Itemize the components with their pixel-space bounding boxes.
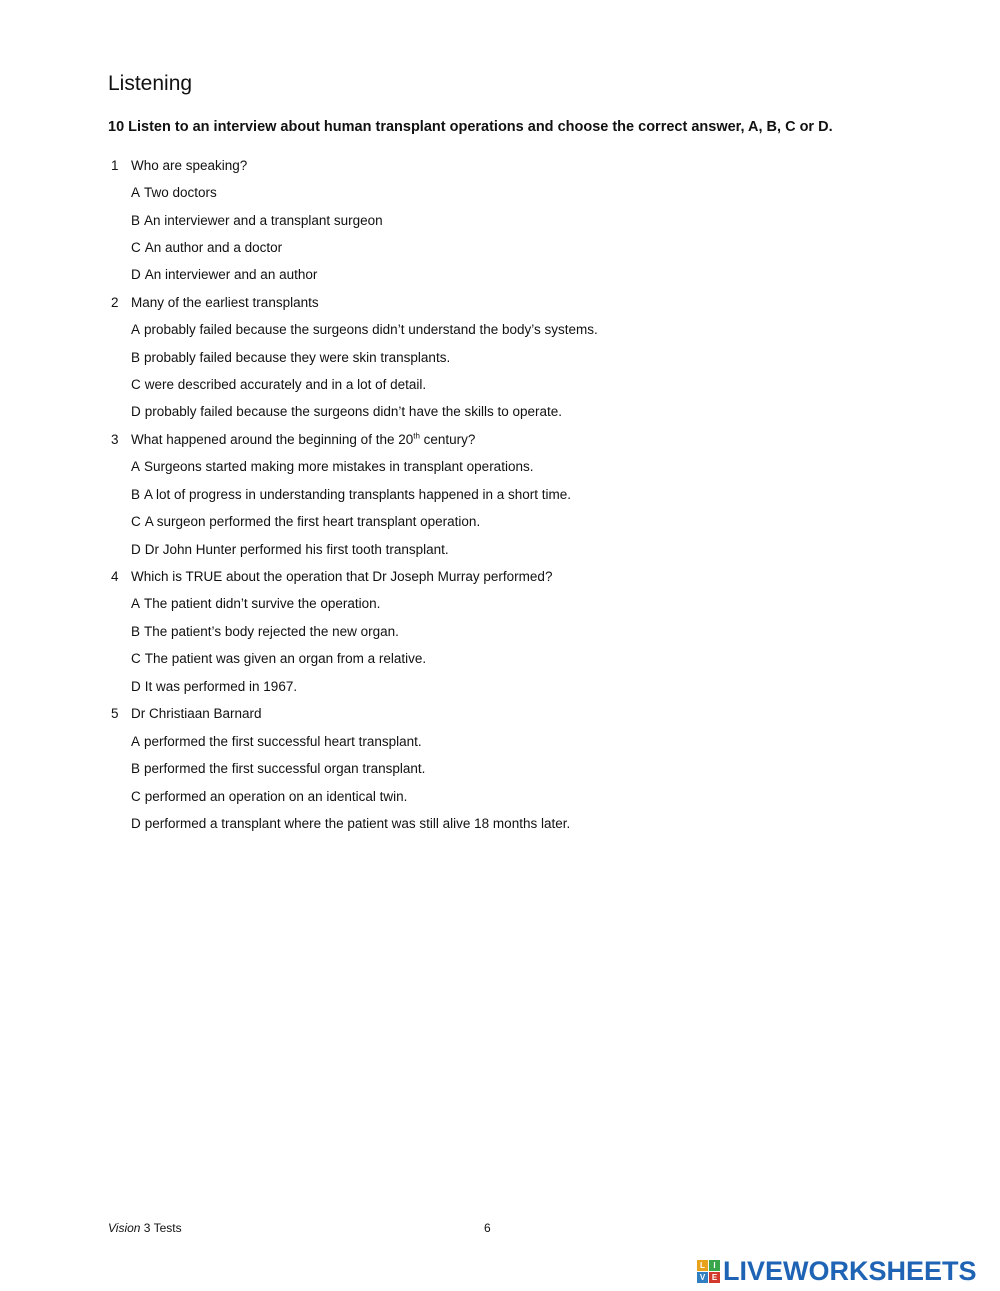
option-letter: C (131, 377, 141, 392)
option-letter: B (131, 213, 141, 228)
option-3d[interactable] (131, 542, 449, 558)
footer-book-title (108, 1221, 182, 1235)
option-letter: D (131, 816, 141, 831)
option-3b[interactable] (131, 487, 571, 503)
option-letter: D (131, 542, 141, 557)
option-letter: B (131, 350, 141, 365)
option-letter: D (131, 404, 141, 419)
option-letter: C (131, 789, 141, 804)
option-text: performed an operation on an identical twin. (144, 789, 408, 804)
option-text: performed the first successful heart transplant. (144, 734, 422, 749)
option-1c[interactable] (131, 240, 282, 256)
question-text-part: What happened around the beginning of the 20 (131, 432, 414, 447)
option-1b[interactable] (131, 213, 383, 229)
logo-block: L (697, 1260, 708, 1271)
option-text: probably failed because the surgeons didn’t understand the body’s systems. (144, 322, 598, 337)
question-number: 3 (111, 432, 119, 447)
option-4a[interactable] (131, 596, 380, 612)
option-letter: C (131, 240, 141, 255)
option-5c[interactable] (131, 789, 407, 805)
option-4c[interactable] (131, 651, 426, 667)
option-4b[interactable] (131, 624, 399, 640)
option-text: It was performed in 1967. (144, 679, 298, 694)
option-text: performed the first successful organ transplant. (144, 761, 426, 776)
option-text: An interviewer and a transplant surgeon (144, 213, 383, 228)
option-text: A lot of progress in understanding transplants happened in a short time. (144, 487, 572, 502)
option-letter: D (131, 267, 141, 282)
exercise-instruction: 10 Listen to an interview about human transplant operations and choose the correct answer, A, B, C or D. (108, 119, 833, 135)
option-text: The patient was given an organ from a relative. (144, 651, 427, 666)
option-text: An interviewer and an author (144, 267, 318, 282)
question-text-part: century? (419, 432, 476, 447)
option-text: probably failed because they were skin transplants. (144, 350, 451, 365)
question-text: Which is TRUE about the operation that Dr Joseph Murray performed? (131, 569, 553, 584)
option-2d[interactable] (131, 404, 562, 420)
option-5a[interactable] (131, 734, 422, 750)
option-text: A surgeon performed the first heart transplant operation. (144, 514, 481, 529)
logo-blocks-icon (697, 1260, 720, 1283)
question-number: 5 (111, 706, 119, 721)
option-letter: A (131, 459, 141, 474)
option-letter: D (131, 679, 141, 694)
option-1d[interactable] (131, 267, 317, 283)
option-1a[interactable] (131, 185, 217, 201)
option-letter: C (131, 514, 141, 529)
option-text: The patient didn’t survive the operation. (144, 596, 381, 611)
option-4d[interactable] (131, 679, 297, 695)
option-text: were described accurately and in a lot of detail. (144, 377, 427, 392)
option-text: probably failed because the surgeons didn’t have the skills to operate. (144, 404, 563, 419)
question-text (131, 432, 475, 448)
logo-block: I (709, 1260, 720, 1271)
question-number: 2 (111, 295, 119, 310)
option-text: An author and a doctor (144, 240, 283, 255)
option-text: Dr John Hunter performed his first tooth transplant. (144, 542, 449, 557)
option-text: Two doctors (144, 185, 217, 200)
liveworksheets-logo[interactable] (697, 1256, 977, 1287)
footer-book-italic: Vision (108, 1221, 141, 1235)
option-3a[interactable] (131, 459, 533, 475)
option-letter: B (131, 624, 141, 639)
option-text: performed a transplant where the patient was still alive 18 months later. (144, 816, 571, 831)
question-text: Dr Christiaan Barnard (131, 706, 262, 721)
question-number: 4 (111, 569, 119, 584)
option-letter: A (131, 596, 141, 611)
option-2b[interactable] (131, 350, 450, 366)
logo-block: V (697, 1272, 708, 1283)
option-5b[interactable] (131, 761, 425, 777)
footer-book-rest: 3 Tests (140, 1221, 182, 1235)
ordinal-superscript: th (413, 431, 420, 441)
option-3c[interactable] (131, 514, 480, 530)
option-text: Surgeons started making more mistakes in transplant operations. (144, 459, 534, 474)
question-number: 1 (111, 158, 119, 173)
option-5d[interactable] (131, 816, 570, 832)
section-title: Listening (108, 72, 193, 95)
option-letter: C (131, 651, 141, 666)
logo-text: LIVEWORKSHEETS (723, 1256, 977, 1286)
option-2c[interactable] (131, 377, 426, 393)
option-letter: B (131, 487, 141, 502)
page-number: 6 (484, 1221, 491, 1235)
option-letter: A (131, 734, 141, 749)
option-letter: A (131, 322, 141, 337)
logo-block: E (709, 1272, 720, 1283)
option-letter: A (131, 185, 141, 200)
option-text: The patient’s body rejected the new organ. (144, 624, 399, 639)
option-2a[interactable] (131, 322, 598, 338)
question-text: Who are speaking? (131, 158, 248, 173)
option-letter: B (131, 761, 141, 776)
question-text: Many of the earliest transplants (131, 295, 319, 310)
